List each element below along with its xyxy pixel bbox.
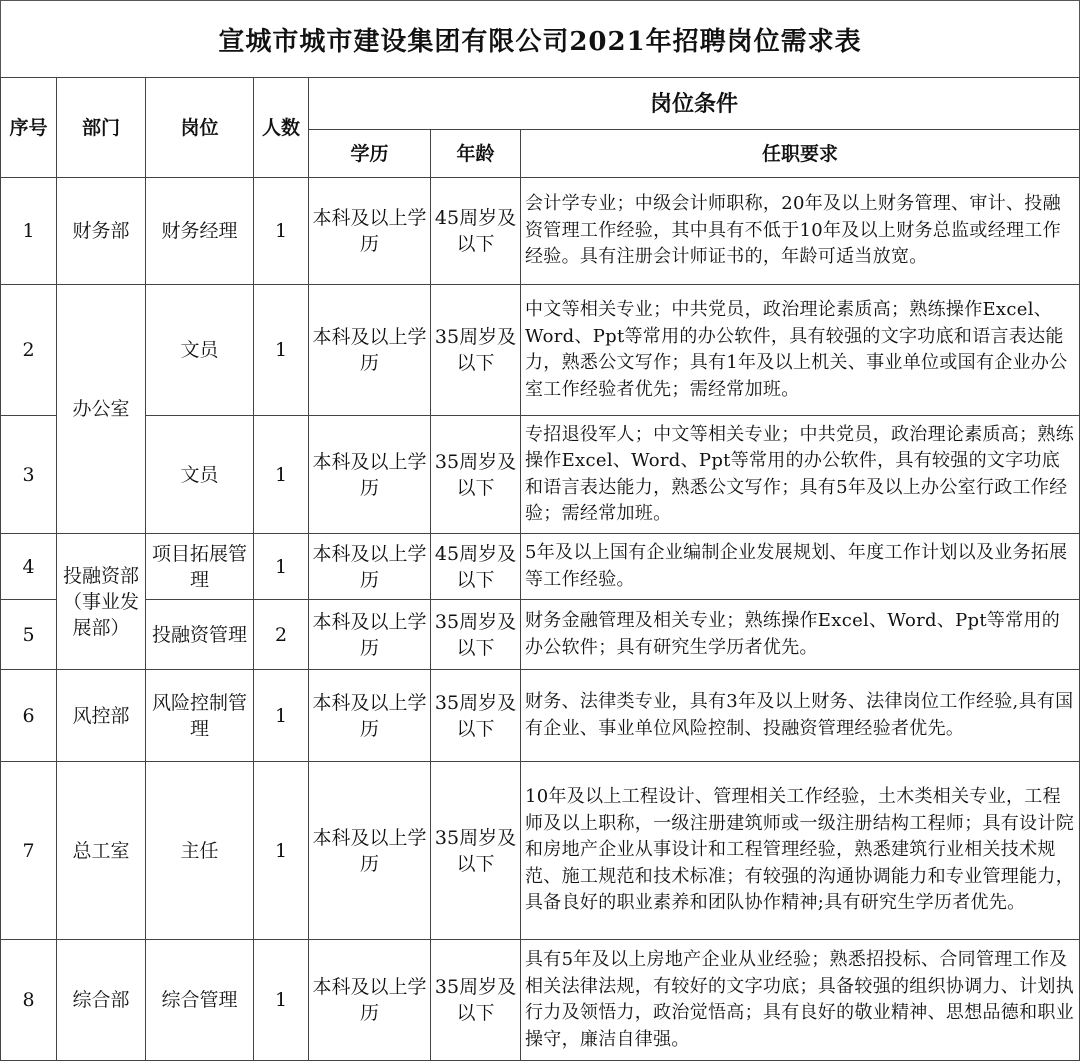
cell-position: 文员 [146, 416, 254, 534]
table-row [1, 600, 1080, 670]
header-dept: 部门 [57, 78, 146, 178]
cell-age: 35周岁及以下 [431, 670, 521, 762]
cell-age: 45周岁及以下 [431, 534, 521, 600]
cell-age: 45周岁及以下 [431, 178, 521, 285]
header-age: 年龄 [431, 130, 521, 178]
cell-count: 1 [254, 670, 309, 762]
cell-count: 1 [254, 416, 309, 534]
cell-position: 综合管理 [146, 940, 254, 1061]
header-position: 岗位 [146, 78, 254, 178]
cell-count: 1 [254, 534, 309, 600]
cell-dept: 投融资部（事业发展部） [57, 534, 146, 670]
cell-seq: 4 [1, 534, 57, 600]
cell-requirements: 5年及以上国有企业编制企业发展规划、年度工作计划以及业务拓展等工作经验。 [521, 534, 1080, 600]
cell-education: 本科及以上学历 [309, 285, 431, 416]
header-conditions: 岗位条件 [309, 78, 1080, 130]
header-count: 人数 [254, 78, 309, 178]
cell-age: 35周岁及以下 [431, 762, 521, 940]
cell-dept: 办公室 [57, 285, 146, 534]
cell-education: 本科及以上学历 [309, 762, 431, 940]
header-requirements: 任职要求 [521, 130, 1080, 178]
cell-education: 本科及以上学历 [309, 600, 431, 670]
cell-position: 风险控制管理 [146, 670, 254, 762]
table-row [1, 940, 1080, 1061]
cell-seq: 3 [1, 416, 57, 534]
cell-seq: 6 [1, 670, 57, 762]
cell-requirements: 具有5年及以上房地产企业从业经验；熟悉招投标、合同管理工作及相关法律法规，有较好的文字功底；具备较强的组织协调力、计划执行力及领悟力，政治觉悟高；具有良好的敬业精神、思想品德和职业操守，廉洁自律强。 [521, 940, 1080, 1061]
cell-education: 本科及以上学历 [309, 416, 431, 534]
cell-count: 2 [254, 600, 309, 670]
page-title: 宣城市城市建设集团有限公司2021年招聘岗位需求表 [218, 26, 862, 57]
header-education: 学历 [309, 130, 431, 178]
table-row [1, 285, 1080, 416]
cell-age: 35周岁及以下 [431, 940, 521, 1061]
cell-position: 财务经理 [146, 178, 254, 285]
cell-dept: 总工室 [57, 762, 146, 940]
table-row [1, 534, 1080, 600]
cell-dept: 综合部 [57, 940, 146, 1061]
header-row-1 [1, 78, 1080, 130]
cell-age: 35周岁及以下 [431, 416, 521, 534]
cell-requirements: 10年及以上工程设计、管理相关工作经验，土木类相关专业，工程师及以上职称，一级注册建筑师或一级注册结构工程师；具有设计院和房地产企业从事设计和工程管理经验，熟悉建筑行业相关技术规范、施工规范和技术标准；有较强的沟通协调能力和专业管理能力，具备良好的职业素养和团队协作精神;具有研究生学历者优先。 [521, 762, 1080, 940]
cell-position: 投融资管理 [146, 600, 254, 670]
cell-count: 1 [254, 178, 309, 285]
cell-seq: 7 [1, 762, 57, 940]
cell-education: 本科及以上学历 [309, 534, 431, 600]
cell-requirements: 专招退役军人；中文等相关专业；中共党员，政治理论素质高；熟练操作Excel、Word、Ppt等常用的办公软件，具有较强的文字功底和语言表达能力，熟悉公文写作；具有5年及以上办公室行政工作经验；需经常加班。 [521, 416, 1080, 534]
cell-requirements: 中文等相关专业；中共党员，政治理论素质高；熟练操作Excel、Word、Ppt等常用的办公软件，具有较强的文字功底和语言表达能力，熟悉公文写作；具有1年及以上机关、事业单位或国有企业办公室工作经验者优先；需经常加班。 [521, 285, 1080, 416]
cell-requirements: 会计学专业；中级会计师职称，20年及以上财务管理、审计、投融资管理工作经验，其中具有不低于10年及以上财务总监或经理工作经验。具有注册会计师证书的，年龄可适当放宽。 [521, 178, 1080, 285]
cell-seq: 1 [1, 178, 57, 285]
cell-requirements: 财务金融管理及相关专业；熟练操作Excel、Word、Ppt等常用的办公软件；具有研究生学历者优先。 [521, 600, 1080, 670]
cell-count: 1 [254, 940, 309, 1061]
cell-age: 35周岁及以下 [431, 600, 521, 670]
title-box [0, 0, 1080, 78]
cell-count: 1 [254, 285, 309, 416]
table-row [1, 178, 1080, 285]
recruitment-table [0, 77, 1080, 1061]
cell-requirements: 财务、法律类专业，具有3年及以上财务、法律岗位工作经验,具有国有企业、事业单位风险控制、投融资管理经验者优先。 [521, 670, 1080, 762]
cell-education: 本科及以上学历 [309, 670, 431, 762]
table-row [1, 416, 1080, 534]
cell-position: 文员 [146, 285, 254, 416]
cell-seq: 2 [1, 285, 57, 416]
cell-position: 项目拓展管理 [146, 534, 254, 600]
cell-age: 35周岁及以下 [431, 285, 521, 416]
table-row [1, 762, 1080, 940]
cell-education: 本科及以上学历 [309, 178, 431, 285]
cell-education: 本科及以上学历 [309, 940, 431, 1061]
table-row [1, 670, 1080, 762]
cell-seq: 5 [1, 600, 57, 670]
cell-seq: 8 [1, 940, 57, 1061]
cell-dept: 风控部 [57, 670, 146, 762]
header-seq: 序号 [1, 78, 57, 178]
cell-position: 主任 [146, 762, 254, 940]
cell-dept: 财务部 [57, 178, 146, 285]
cell-count: 1 [254, 762, 309, 940]
